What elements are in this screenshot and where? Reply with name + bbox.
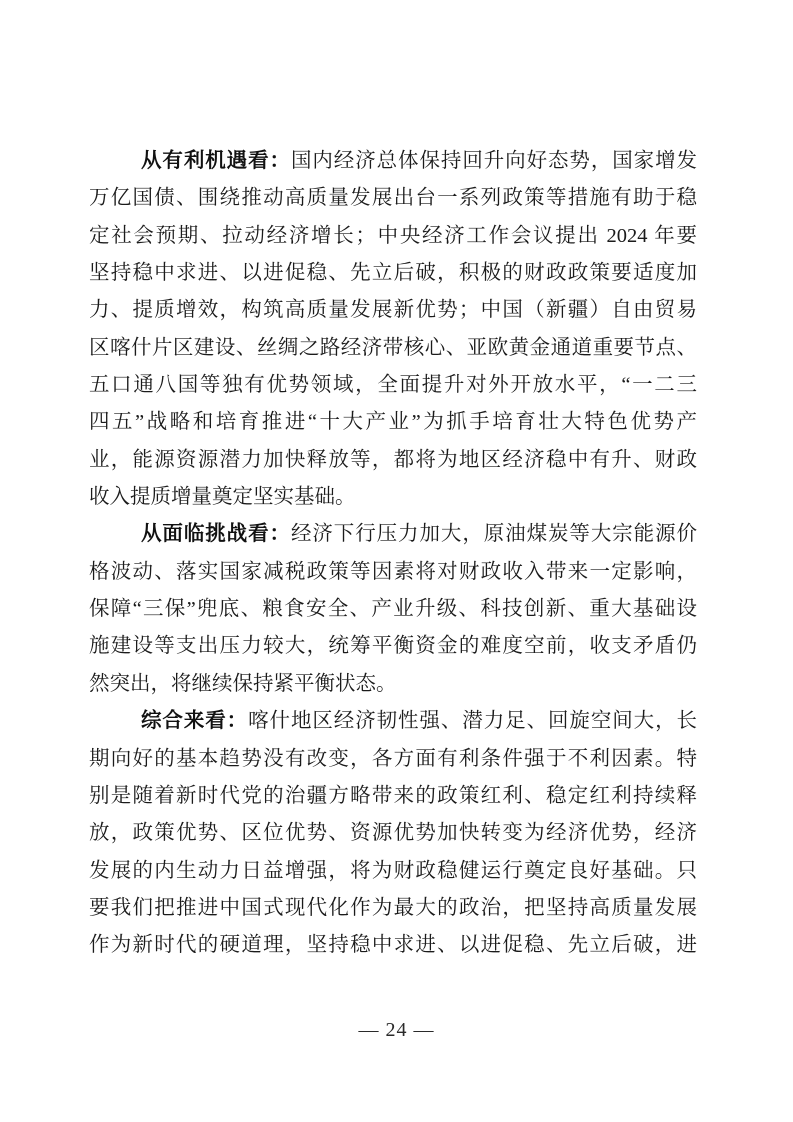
- paragraph-opportunities: [89, 143, 697, 516]
- text-run: 喀什地区经济韧性强、潜力足、回旋空间大，长: [248, 710, 697, 733]
- text-line: 要我们把推进中国式现代化作为最大的政治，把坚持高质量发展: [89, 896, 697, 919]
- text-line: 格波动、落实国家减税政策等因素将对财政收入带来一定影响，: [89, 560, 697, 583]
- page-footer: [0, 1015, 793, 1045]
- text-line: 四五”战略和培育推进“十大产业”为抓手培育壮大特色优势产: [89, 411, 697, 434]
- paragraph-lead: 从面临挑战看：: [141, 523, 291, 546]
- text-line: 业，能源资源潜力加快释放等，都将为地区经济稳中有升、财政: [89, 448, 697, 471]
- text-line: [89, 143, 697, 180]
- text-line: 别是随着新时代党的治疆方略带来的政策红利、稳定红利持续释: [89, 784, 697, 807]
- text-line: 定社会预期、拉动经济增长；中央经济工作会议提出 2024 年要: [89, 224, 697, 247]
- text-line: 作为新时代的硬道理，坚持稳中求进、以进促稳、先立后破，进: [89, 934, 697, 957]
- text-line: [89, 703, 697, 740]
- text-line: 万亿国债、围绕推动高质量发展出台一系列政策等措施有助于稳: [89, 187, 697, 210]
- text-run: 国内经济总体保持回升向好态势，国家增发: [290, 150, 697, 172]
- text-line: 放，政策优势、区位优势、资源优势加快转变为经济优势，经济: [89, 822, 697, 845]
- text-line: 然突出，将继续保持紧平衡状态。: [89, 672, 397, 695]
- paragraph-lead: 从有利机遇看：: [141, 150, 291, 172]
- text-line: 期向好的基本趋势没有改变，各方面有利条件强于不利因素。特: [89, 747, 697, 770]
- text-line: 发展的内生动力日益增强，将为财政稳健运行奠定良好基础。只: [89, 859, 697, 882]
- text-run: 经济下行压力加大，原油煤炭等大宗能源价: [290, 523, 697, 546]
- text-line: 五口通八国等独有优势领域，全面提升对外开放水平，“一二三: [89, 374, 697, 397]
- text-line: 收入提质增量奠定坚实基础。: [89, 486, 356, 509]
- text-line: 保障“三保”兜底、粮食安全、产业升级、科技创新、重大基础设: [89, 598, 697, 621]
- paragraph-lead: 综合来看：: [141, 710, 249, 733]
- text-line: 力、提质增效，构筑高质量发展新优势；中国（新疆）自由贸易: [89, 299, 697, 322]
- text-line: 坚持稳中求进、以进促稳、先立后破，积极的财政政策要适度加: [89, 262, 697, 285]
- document-body: [89, 143, 697, 965]
- text-line: 区喀什片区建设、丝绸之路经济带核心、亚欧黄金通道重要节点、: [89, 336, 697, 359]
- paragraph-overall-assessment: [89, 703, 697, 964]
- paragraph-challenges: [89, 516, 697, 703]
- text-line: [89, 516, 697, 553]
- page-number: — 24 —: [358, 1019, 435, 1041]
- text-line: 施建设等支出压力较大，统筹平衡资金的难度空前，收支矛盾仍: [89, 635, 697, 658]
